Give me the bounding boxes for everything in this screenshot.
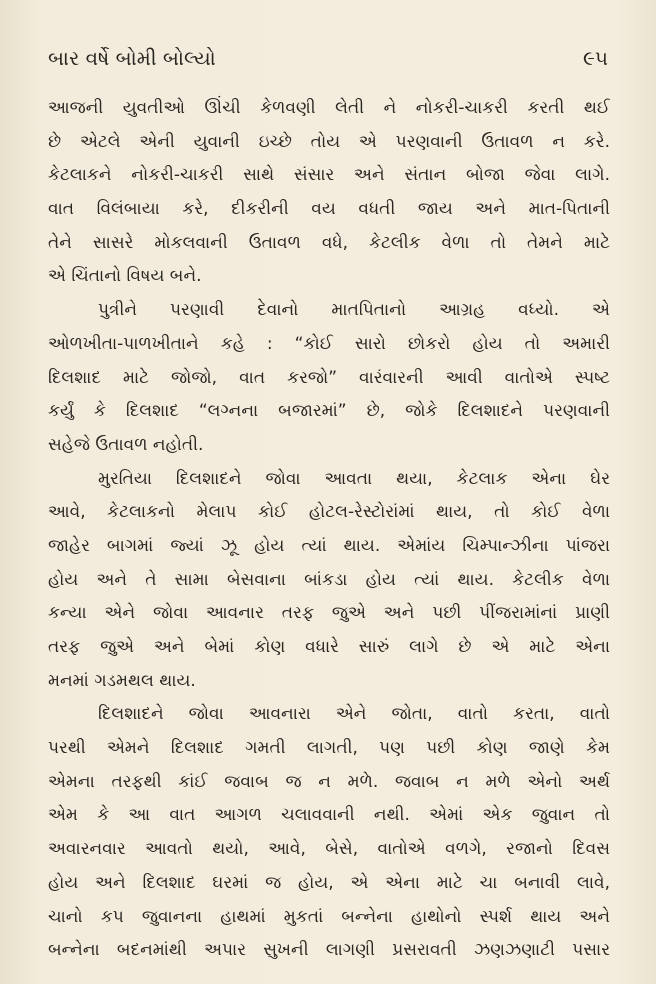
text-line: છે એટલે એની યુવાની ઇચ્છે તોય એ પરણવાની ઉતાવળ ન કરે. <box>48 131 610 152</box>
text-line: હોય અને દિલશાદ ઘરમાં જ હોય, એ એના માટે ચા બનાવી લાવે, <box>48 872 610 893</box>
running-title: બાર વર્ષે બોમી બોલ્યો <box>48 46 216 70</box>
text-line: એમના તરફથી કાંઈ જવાબ જ ન મળે. જવાબ ન મળે એનો અર્થ <box>48 771 610 792</box>
text-line: સહેજે ઉતાવળ નહોતી. <box>48 434 204 455</box>
text-line: ચાનો કપ જુવાનના હાથમાં મુકતાં બન્નેના હાથોનો સ્પર્શ થાય અને <box>48 906 610 927</box>
page-number: ૯૫ <box>583 46 608 70</box>
text-line: આવે, કેટલાકનો મેલાપ કોઈ હોટલ-રેસ્ટોરાંમાં થાય, તો કોઈ વેળા <box>48 502 610 523</box>
text-line: તરફ જુએ અને બેમાં કોણ વધારે સારું લાગે છે એ માટે એના <box>48 637 610 657</box>
paragraph <box>48 698 610 968</box>
text-line: દિલશાદ માટે જોજો, વાત કરજો” વારંવારની આવી વાતોએ સ્પષ્ટ <box>48 367 610 388</box>
text-line: જાહેર બાગમાં જ્યાં ઝૂ હોય ત્યાં થાય. એમાંય ચિમ્પાન્ઝીના પાંજરા <box>48 535 610 556</box>
text-line: કેટલાકને નોકરી-ચાકરી સાથે સંસાર અને સંતાન બોજા જેવા લાગે. <box>48 165 610 186</box>
text-line: પરથી એમને દિલશાદ ગમતી લાગતી, પણ પછી કોણ જાણે કેમ <box>48 738 610 759</box>
paragraph <box>48 294 610 462</box>
text-line: આજની યુવતીઓ ઊંચી કેળવણી લેતી ને નોકરી-ચાકરી કરતી થઈ <box>48 98 610 118</box>
body-text <box>48 92 610 968</box>
text-line: પુત્રીને પરણાવી દેવાનો માતપિતાનો આગ્રહ વધ્યો. એ <box>98 300 610 321</box>
paragraph <box>48 92 610 294</box>
text-line: દિલશાદને જોવા આવનારા એને જોતા, વાતો કરતા, વાતો <box>98 704 610 725</box>
text-line: મુરતિયા દિલશાદને જોવા આવતા થયા, કેટલાક એના ઘેર <box>98 468 610 489</box>
text-line: એમ કે આ વાત આગળ ચલાવવાની નથી. એમાં એક જુવાન તો <box>48 805 610 826</box>
text-line: કર્યું કે દિલશાદ “લગ્નના બજારમાં” છે, જોકે દિલશાદને પરણવાની <box>48 401 610 422</box>
text-line: અવારનવાર આવતો થયો, આવે, બેસે, વાતોએ વળગે, રજાનો દિવસ <box>48 839 610 860</box>
text-line: વાત વિલંબાયા કરે, દીકરીની વય વધતી જાય અને માત-પિતાની <box>48 199 610 220</box>
paragraph <box>48 463 610 699</box>
text-line: કન્યા એને જોવા આવનાર તરફ જુએ અને પછી પીંજરામાંનાં પ્રાણી <box>48 603 610 624</box>
text-line: બન્નેના બદનમાંથી અપાર સુખની લાગણી પ્રસરાવતી ઝણઝણાટી પસાર <box>48 940 610 961</box>
text-line: તેને સાસરે મોકલવાની ઉતાવળ વધે, કેટલીક વેળા તો તેમને માટે <box>48 232 610 253</box>
text-line: ઓળખીતા-પાળખીતાને કહે : “કોઈ સારો છોકરો હોય તો અમારી <box>48 333 610 354</box>
text-line: હોય અને તે સામા બેસવાના બાંકડા હોય ત્યાં થાય. કેટલીક વેળા <box>48 569 610 590</box>
text-line: એ ચિંતાનો વિષય બને. <box>48 266 202 287</box>
text-line: મનમાં ગડમથલ થાય. <box>48 670 196 691</box>
page-header <box>48 46 608 86</box>
